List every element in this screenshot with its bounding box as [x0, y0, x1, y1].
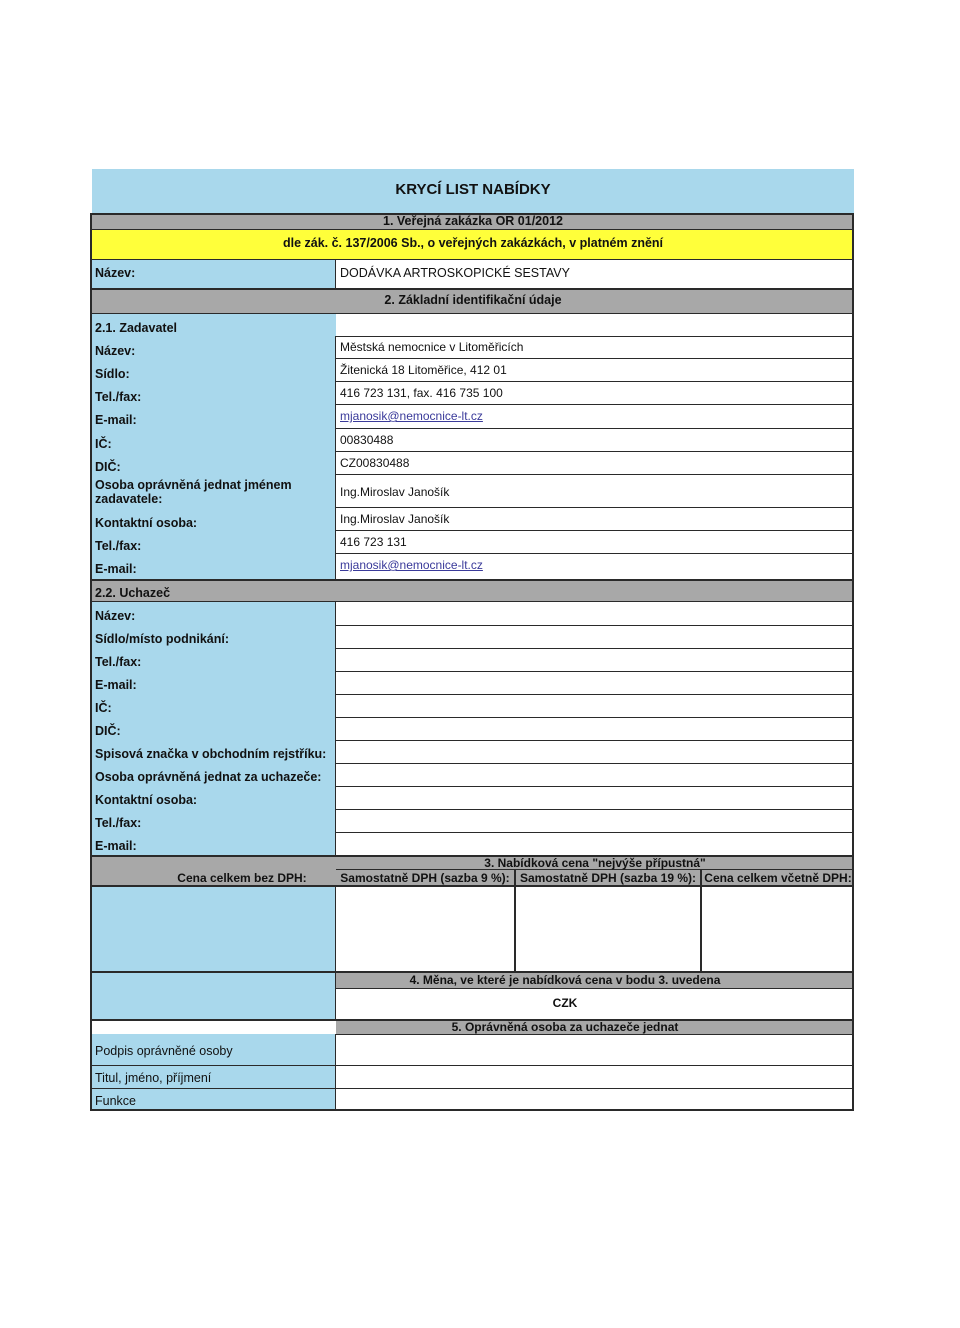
signature-field[interactable] [337, 1035, 852, 1065]
zadavatel-contact-email-link[interactable]: mjanosik@nemocnice-lt.cz [340, 558, 483, 572]
price-without-vat-field[interactable] [92, 887, 335, 971]
zadavatel-phone-value: 416 723 131, fax. 416 735 100 [340, 386, 503, 400]
uchazec-contact-field[interactable] [337, 787, 852, 809]
uchazec-ic-label: IČ: [95, 701, 112, 715]
zadavatel-ic-label: IČ: [95, 437, 112, 451]
uchazec-dic-label: DIČ: [95, 724, 121, 738]
uchazec-heading-background [92, 580, 854, 602]
price-with-vat-field[interactable] [702, 887, 852, 971]
uchazec-registry-field[interactable] [337, 741, 852, 763]
currency-left-background [92, 972, 336, 1020]
uchazec-registry-label: Spisová značka v obchodním rejstříku: [95, 747, 327, 761]
uchazec-name-label: Název: [95, 609, 136, 623]
zadavatel-contact-label: Kontaktní osoba: [95, 516, 198, 530]
zadavatel-name-label: Název: [95, 344, 136, 358]
zadavatel-contact-value: Ing.Miroslav Janošík [340, 512, 450, 526]
section4-heading: 4. Měna, ve které je nabídková cena v bodu 3. uvedena [409, 973, 721, 987]
vat-9-header: Samostatně DPH (sazba 9 %): [340, 871, 510, 885]
uchazec-contact-email-label: E-mail: [95, 839, 137, 853]
uchazec-name-field[interactable] [337, 603, 852, 625]
section3-heading: 3. Nabídková cena "nejvýše přípustná" [484, 856, 706, 870]
uchazec-authorized-field[interactable] [337, 764, 852, 786]
zadavatel-dic-label: DIČ: [95, 460, 121, 474]
zadavatel-email-link[interactable]: mjanosik@nemocnice-lt.cz [340, 409, 483, 423]
vat-19-field[interactable] [516, 887, 700, 971]
zadavatel-authorized-label-cont: zadavatele: [95, 492, 163, 506]
uchazec-dic-field[interactable] [337, 718, 852, 740]
zadavatel-phone-label: Tel./fax: [95, 390, 142, 404]
title-name-field[interactable] [337, 1066, 852, 1088]
law-reference: dle zák. č. 137/2006 Sb., o veřejných zakázkách, v platném znění [282, 236, 664, 250]
function-label: Funkce [95, 1094, 136, 1108]
contract-name-label: Název: [95, 266, 136, 280]
uchazec-ic-field[interactable] [337, 695, 852, 717]
zadavatel-authorized-label: Osoba oprávněná jednat jménem [95, 478, 292, 492]
uchazec-contact-phone-label: Tel./fax: [95, 816, 142, 830]
document-title: KRYCÍ LIST NABÍDKY [395, 181, 551, 198]
zadavatel-email-label: E-mail: [95, 413, 137, 427]
uchazec-seat-label: Sídlo/místo podnikání: [95, 632, 230, 646]
section5-heading: 5. Oprávněná osoba za uchazeče jednat [451, 1020, 679, 1034]
price-without-vat-header: Cena celkem bez DPH: [177, 871, 307, 885]
contract-name-value: DODÁVKA ARTROSKOPICKÉ SESTAVY [340, 266, 570, 280]
currency-value: CZK [552, 996, 578, 1010]
uchazec-email-label: E-mail: [95, 678, 137, 692]
uchazec-authorized-label: Osoba oprávněná jednat za uchazeče: [95, 770, 322, 784]
uchazec-contact-email-field[interactable] [337, 833, 852, 855]
title-name-label: Titul, jméno, příjmení [95, 1071, 212, 1085]
zadavatel-ic-value: 00830488 [340, 433, 394, 447]
zadavatel-dic-value: CZ00830488 [340, 456, 410, 470]
signature-label: Podpis oprávněné osoby [95, 1044, 233, 1058]
zadavatel-seat-value: Žitenická 18 Litoměřice, 412 01 [340, 363, 507, 377]
uchazec-contact-label: Kontaktní osoba: [95, 793, 198, 807]
zadavatel-authorized-value: Ing.Miroslav Janošík [340, 485, 450, 499]
uchazec-seat-field[interactable] [337, 626, 852, 648]
vat-9-field[interactable] [337, 887, 514, 971]
uchazec-email-field[interactable] [337, 672, 852, 694]
uchazec-phone-label: Tel./fax: [95, 655, 142, 669]
zadavatel-seat-label: Sídlo: [95, 367, 130, 381]
section1-heading: 1. Veřejná zakázka OR 01/2012 [383, 214, 563, 228]
function-field[interactable] [337, 1089, 852, 1109]
zadavatel-contact-email-label: E-mail: [95, 562, 137, 576]
price-with-vat-header: Cena celkem včetně DPH: [704, 871, 852, 885]
zadavatel-contact-phone-value: 416 723 131 [340, 535, 407, 549]
uchazec-heading: 2.2. Uchazeč [95, 586, 171, 600]
section2-heading: 2. Základní identifikační údaje [384, 293, 562, 307]
zadavatel-name-value: Městská nemocnice v Litoměřicích [340, 340, 524, 354]
zadavatel-heading: 2.1. Zadavatel [95, 321, 177, 335]
zadavatel-contact-phone-label: Tel./fax: [95, 539, 142, 553]
vat-19-header: Samostatně DPH (sazba 19 %): [519, 871, 697, 885]
uchazec-phone-field[interactable] [337, 649, 852, 671]
uchazec-contact-phone-field[interactable] [337, 810, 852, 832]
